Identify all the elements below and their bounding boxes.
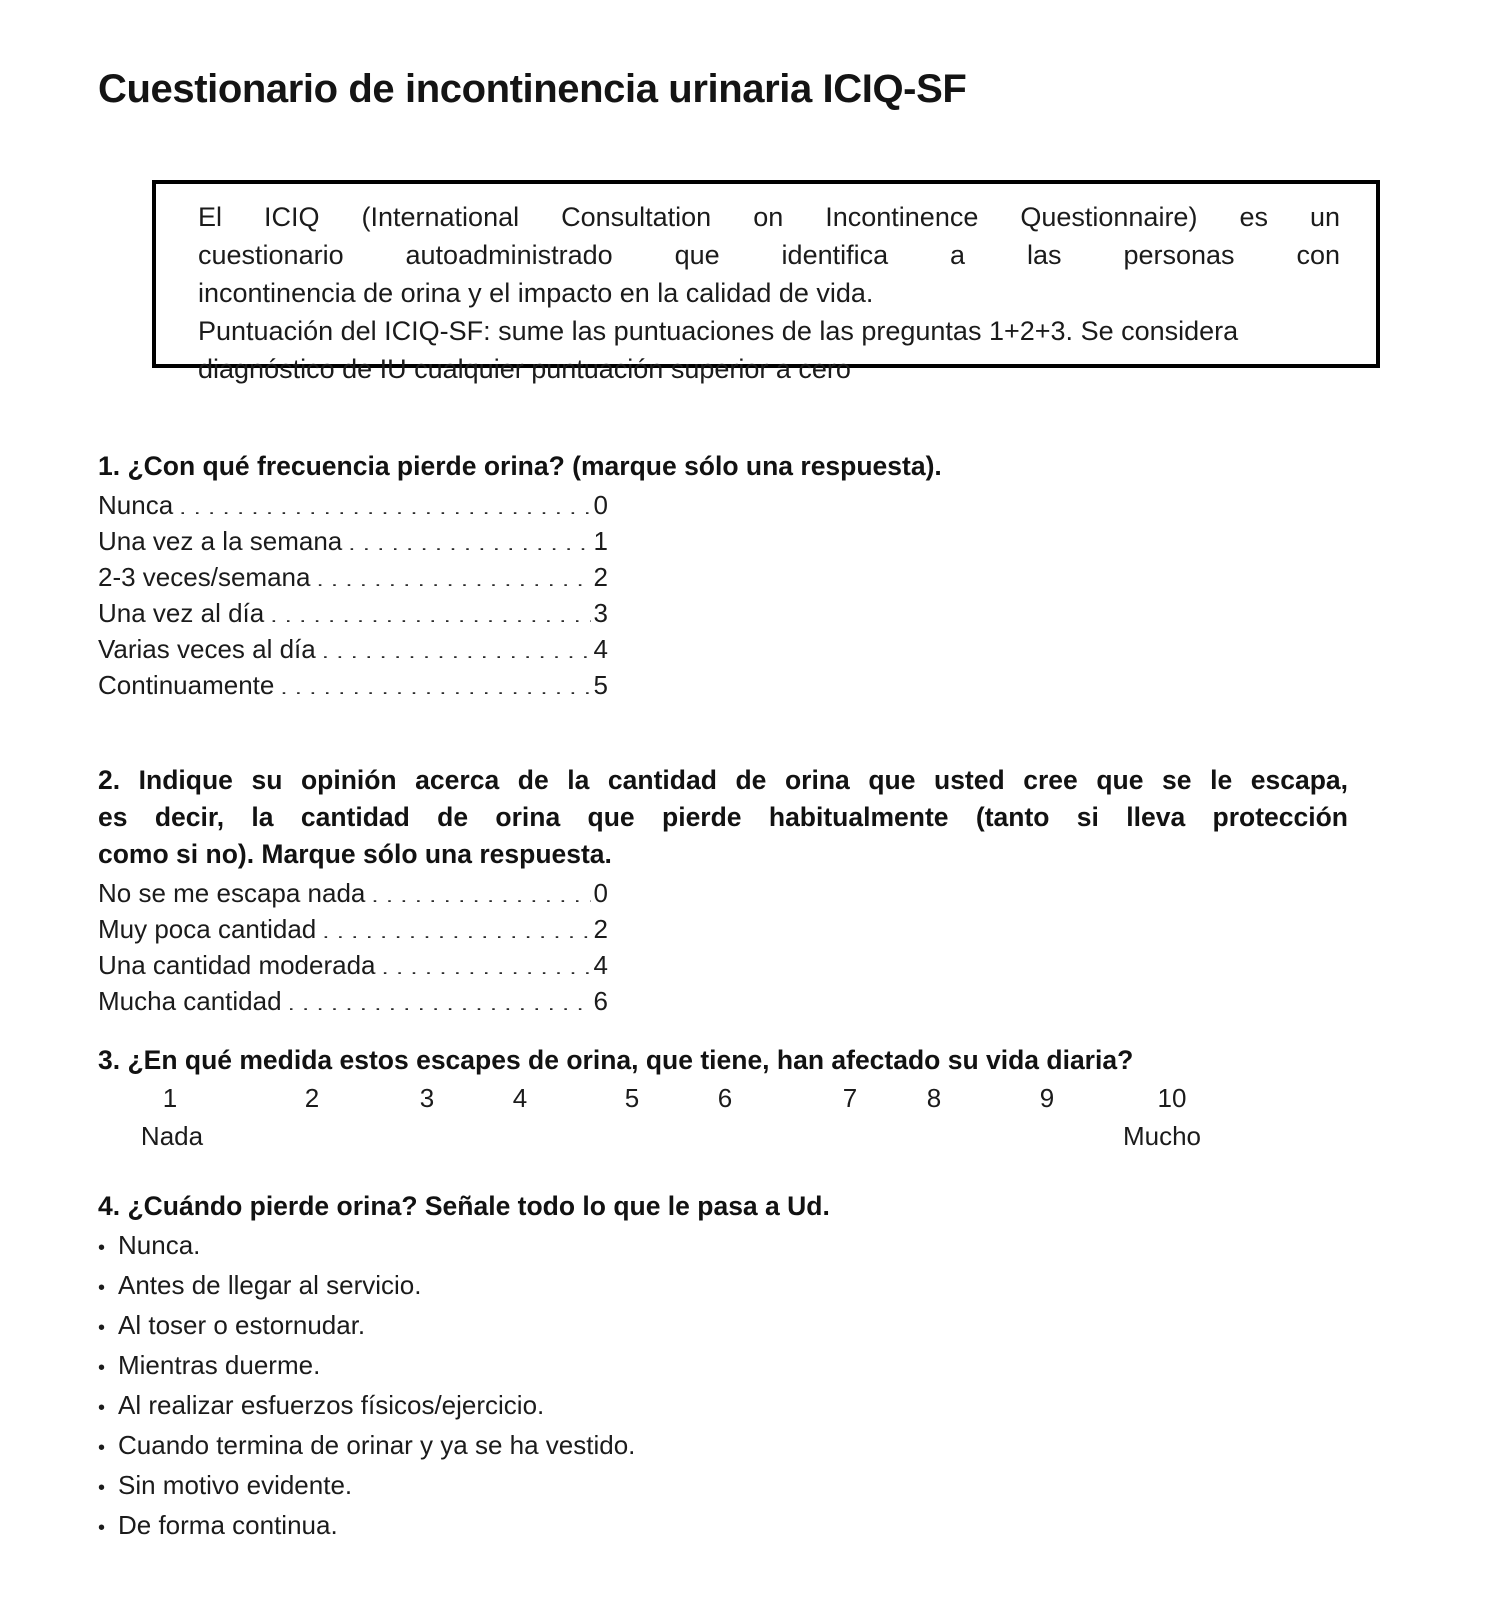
question-2-heading-line-2: es decir, la cantidad de orina que pierde habitualmente (tanto si lleva protección bbox=[98, 802, 1348, 832]
question-1-block bbox=[98, 448, 942, 703]
option-label: 2-3 veces/semana bbox=[98, 562, 311, 592]
scale-value-1[interactable]: 1 bbox=[162, 1083, 178, 1113]
bullet-label: Antes de llegar al servicio. bbox=[118, 1270, 422, 1300]
intro-line-1: El ICIQ (International Consultation on Incontinence Questionnaire) es un bbox=[198, 202, 1340, 232]
scale-value-4[interactable]: 4 bbox=[512, 1083, 528, 1113]
option-label: Una vez a la semana bbox=[98, 526, 343, 556]
option-row[interactable] bbox=[98, 667, 608, 703]
intro-info-box bbox=[152, 180, 1380, 384]
dot-leader bbox=[382, 948, 591, 974]
question-2-block bbox=[98, 762, 1348, 1019]
option-score: 5 bbox=[593, 670, 608, 700]
option-label: Mucha cantidad bbox=[98, 986, 282, 1016]
option-row[interactable] bbox=[98, 595, 608, 631]
option-row[interactable] bbox=[98, 983, 608, 1019]
question-2-options bbox=[98, 875, 608, 1019]
intro-paragraph-scoring bbox=[198, 312, 1340, 388]
question-4-options bbox=[98, 1227, 830, 1547]
intro-line-3: incontinencia de orina y el impacto en la calidad de vida. bbox=[198, 278, 874, 308]
question-3-heading: 3. ¿En qué medida estos escapes de orina, que tiene, han afectado su vida diaria? bbox=[98, 1045, 1134, 1075]
scale-value-10[interactable]: 10 bbox=[1157, 1083, 1187, 1113]
question-4-heading: 4. ¿Cuándo pierde orina? Señale todo lo que le pasa a Ud. bbox=[98, 1191, 830, 1221]
option-row[interactable] bbox=[98, 487, 608, 523]
option-score: 1 bbox=[593, 526, 608, 556]
bullet-icon: • bbox=[98, 1317, 106, 1339]
bullet-icon: • bbox=[98, 1477, 106, 1499]
bullet-icon: • bbox=[98, 1397, 106, 1419]
question-3-rating-scale bbox=[98, 1083, 1238, 1167]
scale-value-5[interactable]: 5 bbox=[624, 1083, 640, 1113]
dot-leader bbox=[270, 596, 590, 622]
dot-leader bbox=[316, 560, 590, 586]
bullet-list-item[interactable] bbox=[98, 1467, 830, 1507]
dot-leader bbox=[348, 524, 590, 550]
bullet-list-item[interactable] bbox=[98, 1267, 830, 1307]
option-label: Una cantidad moderada bbox=[98, 950, 376, 980]
option-score: 2 bbox=[593, 914, 608, 944]
option-label: Muy poca cantidad bbox=[98, 914, 317, 944]
question-3-block bbox=[98, 1042, 1238, 1167]
option-score: 2 bbox=[593, 562, 608, 592]
bullet-list-item[interactable] bbox=[98, 1307, 830, 1347]
option-label: No se me escapa nada bbox=[98, 878, 366, 908]
page-title: Cuestionario de incontinencia urinaria ICIQ-SF bbox=[98, 66, 967, 111]
bullet-list-item[interactable] bbox=[98, 1347, 830, 1387]
option-score: 0 bbox=[593, 490, 608, 520]
question-1-heading: 1. ¿Con qué frecuencia pierde orina? (marque sólo una respuesta). bbox=[98, 451, 942, 481]
bullet-label: Al realizar esfuerzos físicos/ejercicio. bbox=[118, 1390, 545, 1420]
scale-value-2[interactable]: 2 bbox=[304, 1083, 320, 1113]
dot-leader bbox=[371, 876, 590, 902]
question-2-heading-line-3: como si no). Marque sólo una respuesta. bbox=[98, 839, 612, 869]
question-2-heading-line-1: 2. Indique su opinión acerca de la cantidad de orina que usted cree que se le escapa, bbox=[98, 765, 1348, 795]
bullet-icon: • bbox=[98, 1437, 106, 1459]
option-score: 0 bbox=[593, 878, 608, 908]
bullet-label: Nunca. bbox=[118, 1230, 201, 1260]
option-label: Una vez al día bbox=[98, 598, 265, 628]
option-label: Varias veces al día bbox=[98, 634, 316, 664]
bullet-icon: • bbox=[98, 1517, 106, 1539]
question-2-heading bbox=[98, 762, 1348, 873]
bullet-list-item[interactable] bbox=[98, 1227, 830, 1267]
scale-min-label: Nada bbox=[140, 1121, 204, 1151]
intro-line-4: Puntuación del ICIQ-SF: sume las puntuaciones de las preguntas 1+2+3. bbox=[198, 316, 1074, 346]
intro-line-5: Se considera diagnóstico de IU cualquier puntuación superior a cero bbox=[198, 316, 1239, 384]
bullet-icon: • bbox=[98, 1277, 106, 1299]
bullet-label: Sin motivo evidente. bbox=[118, 1470, 353, 1500]
option-row[interactable] bbox=[98, 631, 608, 667]
dot-leader bbox=[280, 668, 590, 694]
dot-leader bbox=[288, 984, 591, 1010]
option-score: 6 bbox=[593, 986, 608, 1016]
option-score: 3 bbox=[593, 598, 608, 628]
option-score: 4 bbox=[593, 634, 608, 664]
bullet-list-item[interactable] bbox=[98, 1507, 830, 1547]
bullet-label: Mientras duerme. bbox=[118, 1350, 321, 1380]
option-row[interactable] bbox=[98, 911, 608, 947]
scale-value-3[interactable]: 3 bbox=[419, 1083, 435, 1113]
bullet-label: Cuando termina de orinar y ya se ha vestido. bbox=[118, 1430, 636, 1460]
bullet-icon: • bbox=[98, 1237, 106, 1259]
scale-value-7[interactable]: 7 bbox=[842, 1083, 858, 1113]
bullet-label: Al toser o estornudar. bbox=[118, 1310, 366, 1340]
option-label: Nunca bbox=[98, 490, 174, 520]
bullet-list-item[interactable] bbox=[98, 1427, 830, 1467]
scale-value-6[interactable]: 6 bbox=[717, 1083, 733, 1113]
intro-line-2: cuestionario autoadministrado que identifica a las personas con bbox=[198, 240, 1340, 270]
question-4-block bbox=[98, 1188, 830, 1547]
scale-max-label: Mucho bbox=[1122, 1121, 1202, 1151]
option-row[interactable] bbox=[98, 559, 608, 595]
scale-value-9[interactable]: 9 bbox=[1039, 1083, 1055, 1113]
bullet-label: De forma continua. bbox=[118, 1510, 338, 1540]
option-score: 4 bbox=[593, 950, 608, 980]
option-row[interactable] bbox=[98, 947, 608, 983]
option-row[interactable] bbox=[98, 523, 608, 559]
intro-paragraph-description bbox=[198, 198, 1340, 312]
dot-leader bbox=[322, 912, 590, 938]
dot-leader bbox=[322, 632, 591, 658]
bullet-list-item[interactable] bbox=[98, 1387, 830, 1427]
scale-value-8[interactable]: 8 bbox=[926, 1083, 942, 1113]
dot-leader bbox=[179, 488, 590, 514]
option-label: Continuamente bbox=[98, 670, 275, 700]
bullet-icon: • bbox=[98, 1357, 106, 1379]
option-row[interactable] bbox=[98, 875, 608, 911]
question-1-options bbox=[98, 487, 608, 703]
